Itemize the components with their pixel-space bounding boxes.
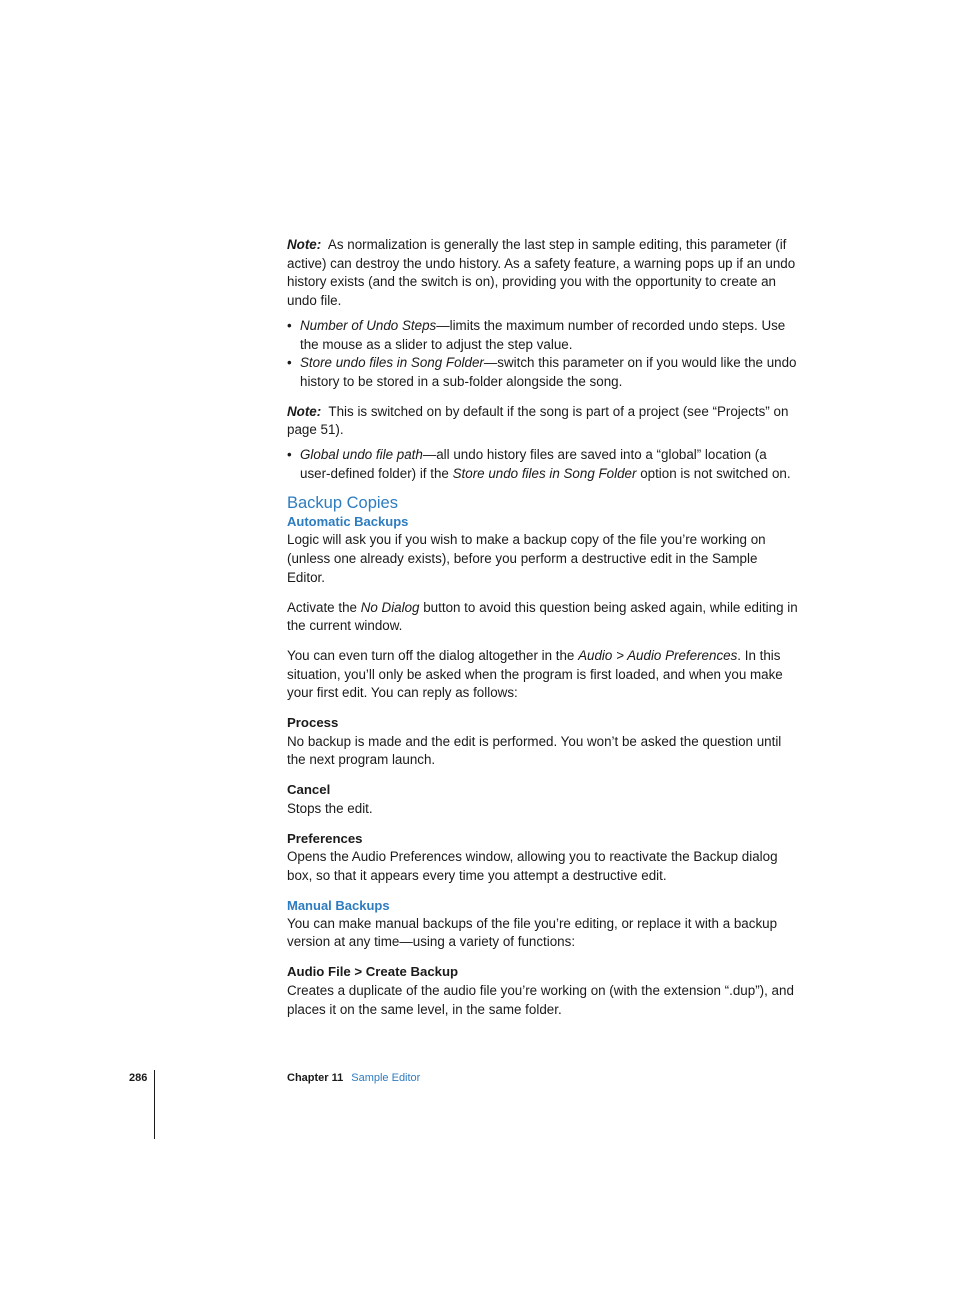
chapter-label: Chapter 11 [287,1072,344,1084]
list-item-term: Global undo file path [300,447,423,463]
option-item [287,714,799,770]
bullet-list [287,317,799,392]
note-text: This is switched on by default if the song is part of a project (see “Projects” on page 51). [287,403,789,438]
option-description: No backup is made and the edit is performed. You won’t be asked the question until the next program launch. [287,733,782,768]
option-item [287,781,799,818]
text-run: button to avoid this question being asked again, while editing in the current window. [287,599,798,634]
option-term: Preferences [287,830,363,846]
page-content [287,236,799,1030]
list-item-term: Store undo files in Song Folder [452,465,637,481]
note-label: Note: [287,237,322,252]
note-text: As normalization is generally the last step in sample editing, this parameter (if active) can destroy the undo history. As a safety feature, a warning pops up if an undo history exists (and the switch is on), providing you with the opportunity to create an undo file. [287,237,796,309]
text-run: You can even turn off the dialog altogether in the [287,647,579,663]
subsection-heading: Automatic Backups [287,514,409,530]
body-paragraph [287,647,799,703]
option-term: Process [287,715,339,731]
page-number: 286 [129,1072,148,1084]
chapter-title: Sample Editor [351,1072,421,1084]
list-item [287,317,799,354]
body-paragraph: Logic will ask you if you wish to make a backup copy of the file you’re working on (unless one already exists), before you perform a destructive edit in the Sample Editor. [287,532,766,585]
menu-path-ref: Audio > Audio Preferences [578,647,738,663]
section-heading: Backup Copies [287,494,398,513]
bullet-list [287,446,799,483]
list-item-text: option is not switched on. [636,465,791,481]
option-description: Stops the edit. [287,800,373,816]
button-name-ref: No Dialog [360,599,420,615]
subsection-heading: Manual Backups [287,897,390,913]
footer-divider [154,1070,155,1139]
option-description: Creates a duplicate of the audio file you’re working on (with the extension “.dup”), and places it on the same level, in the same folder. [287,982,794,1017]
note-paragraph [287,236,799,311]
option-term: Cancel [287,782,331,798]
list-item-term: Number of Undo Steps [300,317,437,333]
list-item-text: —switch this parameter on if you would like the undo history to be stored in a sub-folder alongside the song. [300,355,797,389]
list-item [287,446,799,483]
text-run: . In this situation, you’ll only be asked when the program is first loaded, and when you make your first edit. You can reply as follows: [287,647,783,701]
option-description: Opens the Audio Preferences window, allowing you to reactivate the Backup dialog box, so that it appears every time you attempt a destructive edit. [287,849,778,883]
list-item-text: —limits the maximum number of recorded undo steps. Use the mouse as a slider to adjust the step value. [300,317,786,352]
body-paragraph [287,599,799,636]
option-item [287,963,799,1019]
option-term: Audio File > Create Backup [287,964,459,980]
list-item-text: —all undo history files are saved into a “global” location (a user-defined folder) if the [300,447,767,481]
note-paragraph [287,403,799,440]
list-item-term: Store undo files in Song Folder [300,355,484,371]
list-item [287,354,799,391]
body-paragraph: You can make manual backups of the file you’re editing, or replace it with a backup version at any time—using a variety of functions: [287,915,778,950]
note-label: Note: [287,403,322,419]
chapter-footer [287,1070,420,1086]
text-run: Activate the [287,599,361,615]
option-item [287,830,799,886]
